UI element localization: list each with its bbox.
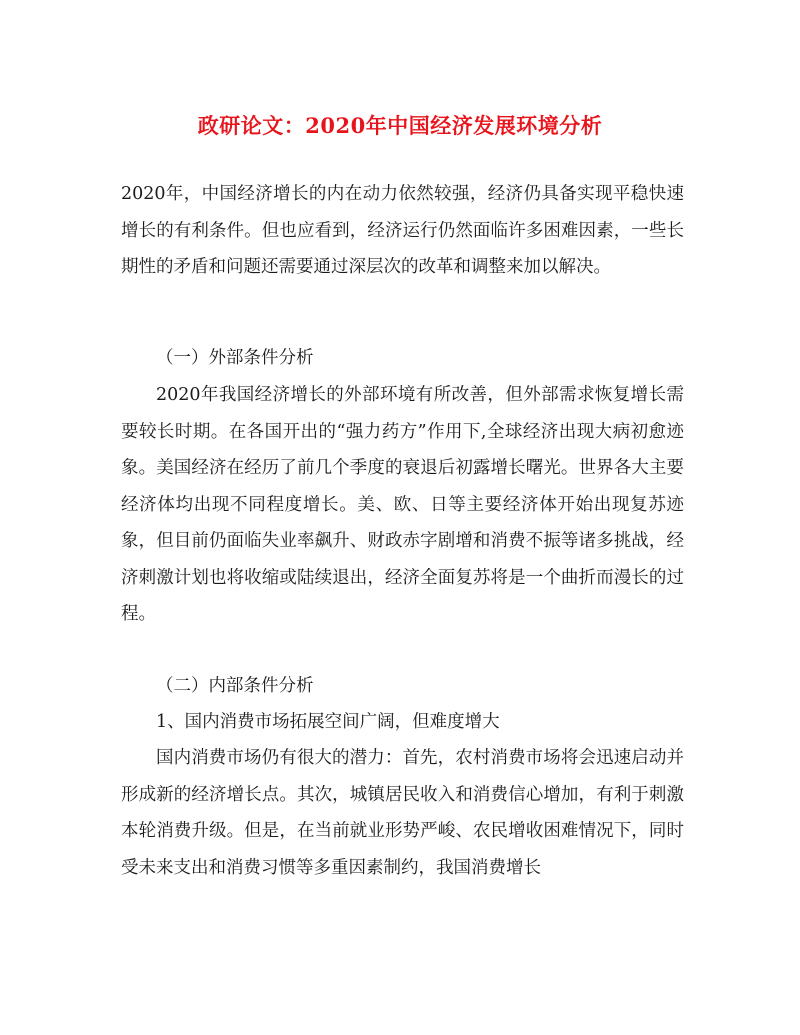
paragraph-external: 2020年我国经济增长的外部环境有所改善，但外部需求恢复增长需要较长时期。在各国开出的“强力药方”作用下,全球经济出现大病初愈迹象。美国经济在经历了前几个季度的衰退后初露增长曙光。世界各大主要经济体均出现不同程度增长。美、欧、日等主要经济体开始出现复苏迹象，但目前仍面临失业率飙升、财政赤字剧增和消费不振等诸多挑战，经济刺激计划也将收缩或陆续退出，经济全面复苏将是一个曲折而漫长的过程。 bbox=[121, 385, 684, 624]
section-heading-external: （一）外部条件分析 bbox=[156, 348, 314, 368]
sub-heading-consumption: 1、国内消费市场拓展空间广阔，但难度增大 bbox=[156, 712, 500, 732]
paragraph-internal-1: 国内消费市场仍有很大的潜力：首先，农村消费市场将会迅速启动并形成新的经济增长点。其次，城镇居民收入和消费信心增加，有利于刺激本轮消费升级。但是，在当前就业形势严峻、农民增收困难情况下，同时受未来支出和消费习惯等多重因素制约，我国消费增长 bbox=[121, 748, 684, 878]
paragraph-intro: 2020年，中国经济增长的内在动力依然较强，经济仍具备实现平稳快速增长的有利条件。但也应看到，经济运行仍然面临许多困难因素，一些长期性的矛盾和问题还需要通过深层次的改革和调整来加以解决。 bbox=[121, 184, 684, 277]
section-heading-internal: （二）内部条件分析 bbox=[156, 676, 314, 696]
document-title: 政研论文：2020年中国经济发展环境分析 bbox=[197, 113, 603, 138]
